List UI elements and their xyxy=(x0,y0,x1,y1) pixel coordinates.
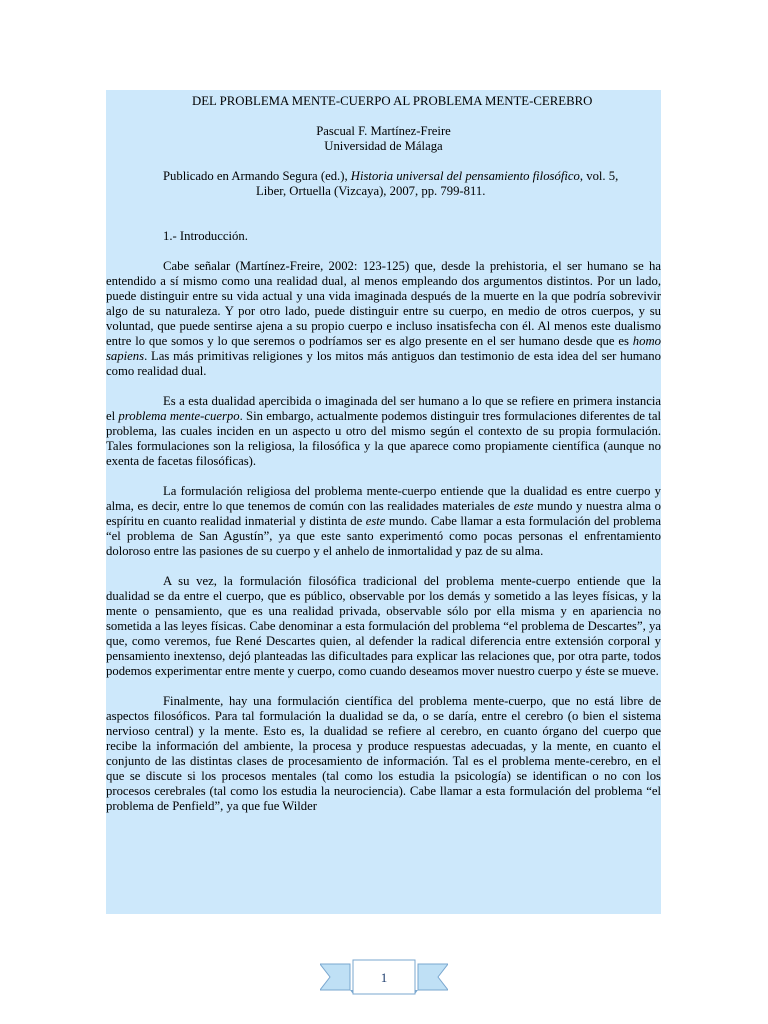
paragraph-2-text-a: Es a esta dualidad apercibida o imaginada del ser humano a lo que se refiere en primera instancia el xyxy=(106,394,661,423)
author-name: Pascual F. Martínez-Freire xyxy=(316,124,451,138)
publication-prefix: Publicado en Armando Segura (ed.), xyxy=(163,169,351,183)
publication-note xyxy=(106,169,661,199)
page-footer xyxy=(320,958,448,998)
paragraph-4 xyxy=(106,574,661,679)
paragraph-3-text-a: La formulación religiosa del problema mente-cuerpo entiende que la dualidad es entre cuerpo y alma, es decir, entre lo que tenemos de común con las realidades materiales de xyxy=(106,484,661,513)
paragraph-3-text-b: mundo y nuestra alma o espíritu en cuanto realidad inmaterial y distinta de xyxy=(106,499,661,528)
author-affiliation: Universidad de Málaga xyxy=(324,139,443,153)
paragraph-1-italic: homo sapiens xyxy=(106,334,661,363)
author-block xyxy=(106,124,661,154)
paragraph-4-text: A su vez, la formulación filosófica tradicional del problema mente-cuerpo entiende que la dualidad se da entre el cuerpo, que es público, observable por los demás y sometido a las leyes físicas, y la mente o pensamiento, que es una realidad privada, observable sólo por ella misma y en apariencia no sometida a las leyes físicas. Cabe denominar a esta formulación del problema “el problema de Descartes”, ya que, como veremos, fue René Descartes quien, al defender la radical diferencia entre extensión corporal y pensamiento inextenso, dejó planteadas las dificultades para explicar las relaciones que, por otra parte, todos podemos experimentar entre mente y cuerpo, como cuando deseamos mover nuestro cuerpo y éste se mueve. xyxy=(106,574,661,678)
paragraph-3-text-c: mundo. Cabe llamar a esta formulación del problema “el problema de San Agustín”, ya que este santo experimentó como pocas personas el enfrentamiento doloroso entre las pasiones de su cuerpo y el anhelo de inmortalidad y paz de su alma. xyxy=(106,514,661,558)
paragraph-3-italic-b: este xyxy=(365,514,386,528)
publication-book-title: Historia universal del pensamiento filosófico xyxy=(350,169,580,183)
paragraph-3-italic-a: este xyxy=(513,499,534,513)
document-text xyxy=(106,94,661,814)
paragraph-2 xyxy=(106,394,661,469)
paragraph-2-italic: problema mente-cuerpo xyxy=(118,409,240,423)
paragraph-1-text-b: . Las más primitivas religiones y los mitos más antiguos dan testimonio de esta idea del ser humano como realidad dual. xyxy=(106,349,661,378)
document-title: DEL PROBLEMA MENTE-CUERPO AL PROBLEMA MENTE-CEREBRO xyxy=(192,94,593,108)
paragraph-1 xyxy=(106,259,661,379)
paragraph-5 xyxy=(106,694,661,814)
page-number: 1 xyxy=(380,970,388,985)
section-heading: 1.- Introducción. xyxy=(163,229,248,243)
publication-details: Liber, Ortuella (Vizcaya), 2007, pp. 799-811. xyxy=(256,184,486,198)
paragraph-3 xyxy=(106,484,661,559)
paragraph-5-text: Finalmente, hay una formulación científica del problema mente-cuerpo, que no está libre de aspectos filosóficos. Para tal formulación la dualidad se da, o se daría, entre el cerebro (o bien el sistema nervioso central) y la mente. Esto es, la dualidad se refiere al cerebro, en cuanto órgano del cuerpo que recibe la información del ambiente, la procesa y produce respuestas adecuadas, y la mente, en cuanto el conjunto de las distintas clases de procesamiento de información. Tal es el problema mente-cerebro, en el que se discute si los procesos mentales (tal como los estudia la psicología) se identifican o no con los procesos cerebrales (tal como los estudia la neurociencia). Cabe llamar a esta formulación del problema “el problema de Penfield”, ya que fue Wilder xyxy=(106,694,661,813)
paragraph-2-text-b: . Sin embargo, actualmente podemos distinguir tres formulaciones diferentes de tal problema, las cuales inciden en un aspecto u otro del mismo según el contexto de su propia formulación. Tales formulaciones son la religiosa, la filosófica y la que aparece como propiamente científica (aunque no exenta de facetas filosóficas). xyxy=(106,409,661,468)
publication-suffix: , vol. 5, xyxy=(579,169,619,183)
paragraph-1-text-a: Cabe señalar (Martínez-Freire, 2002: 123-125) que, desde la prehistoria, el ser humano se ha entendido a sí mismo como una realidad dual, al menos empleando dos argumentos distintos. Por un lado, puede distinguir entre su vida actual y una vida imaginada después de la muerte en la que podría sobrevivir algo de su naturaleza. Y por otro lado, puede distinguir entre su cuerpo, en medio de otros cuerpos, y su voluntad, que puede sentirse ajena a su propio cuerpo e incluso insatisfecha con él. Al menos este dualismo entre lo que somos y lo que seremos o podríamos ser es algo presente en el ser humano desde que es xyxy=(106,259,661,348)
highlighted-text-area xyxy=(106,90,661,914)
